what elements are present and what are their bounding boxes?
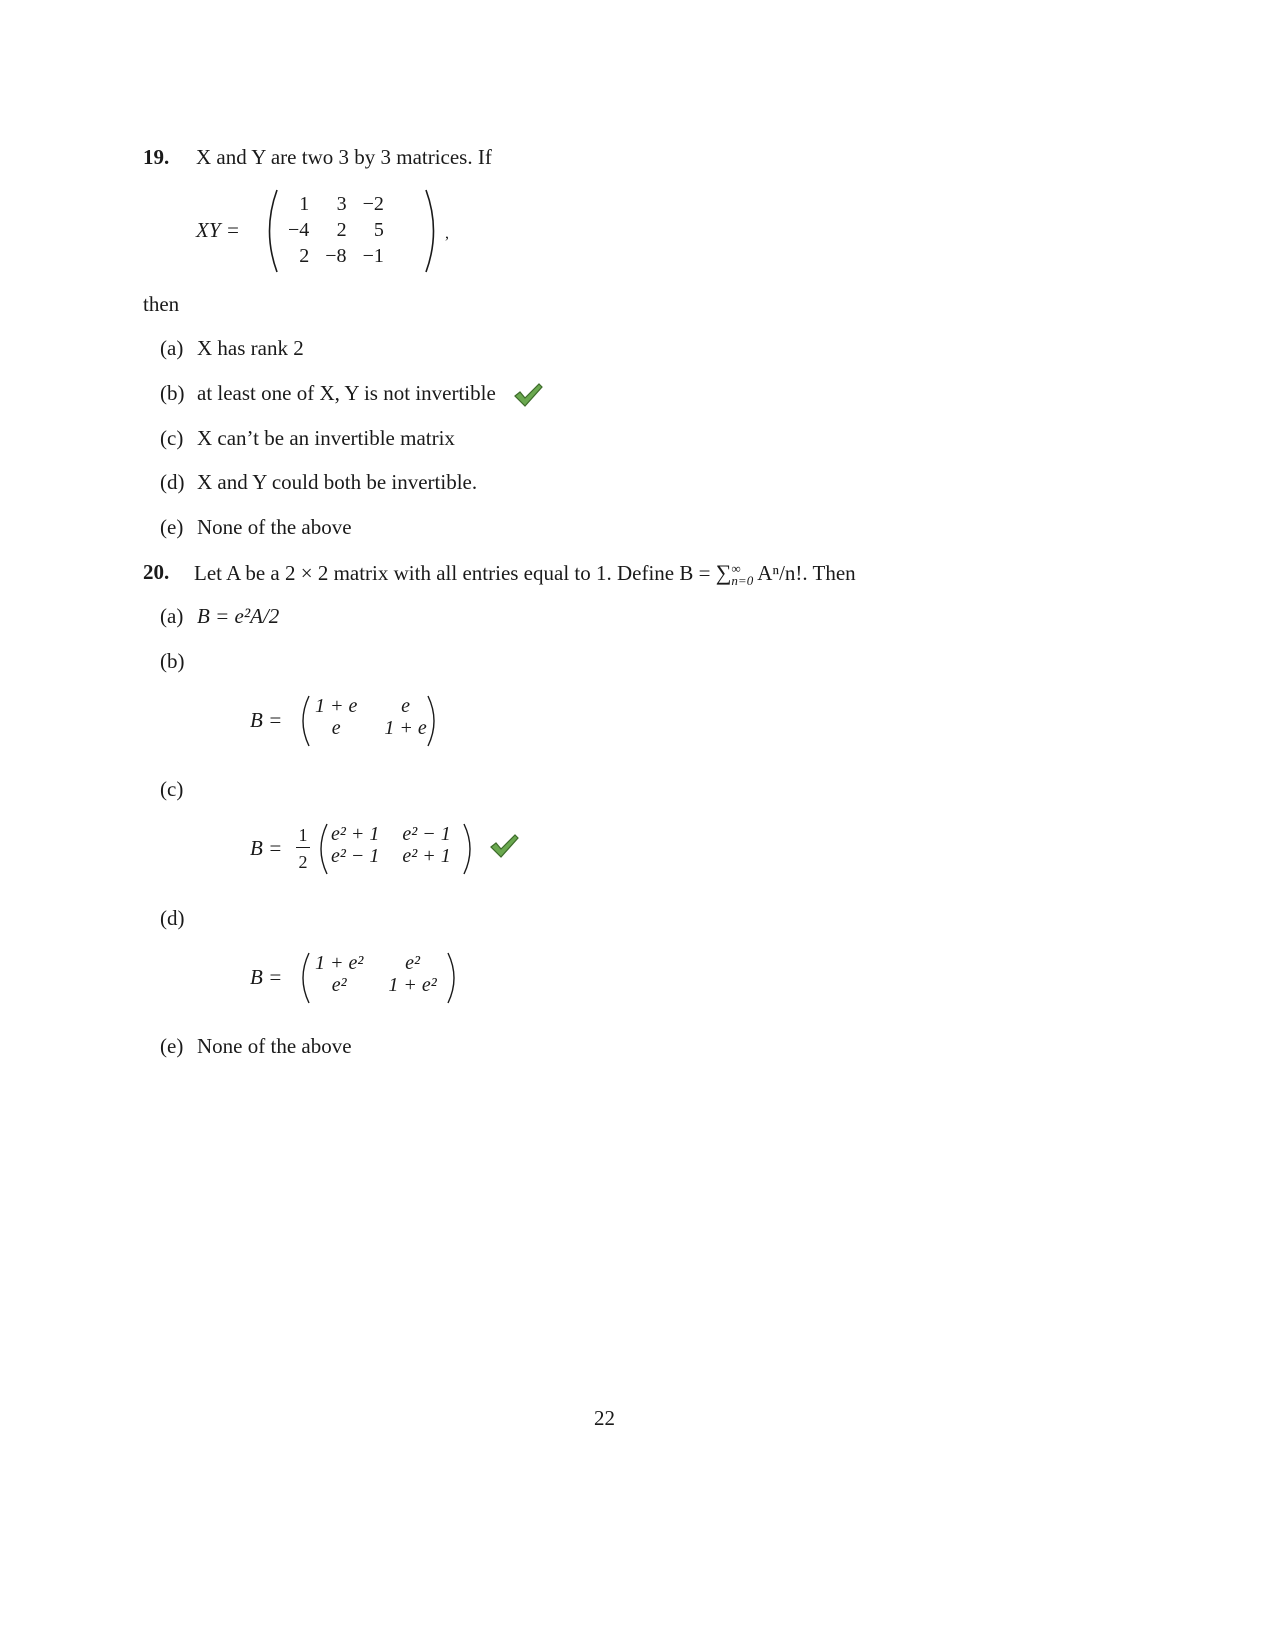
checkmark-icon xyxy=(489,834,519,858)
option-20a-label: (a) xyxy=(160,604,184,628)
matrix-cell: e² + 1 xyxy=(331,823,380,845)
matrix-cell: e² − 1 xyxy=(331,845,380,867)
option-19d-label: (d) xyxy=(160,470,185,494)
matrix-cell: 1 + e² xyxy=(315,952,364,974)
option-19b-text: at least one of X, Y is not invertible xyxy=(197,381,496,405)
option-20b-lhs: B = xyxy=(250,708,283,732)
matrix-cell: −2 xyxy=(362,193,384,215)
matrix-row xyxy=(280,217,392,243)
option-20e-label: (e) xyxy=(160,1034,184,1058)
sum-upper-limit: ∞ xyxy=(731,561,741,577)
option-19e-label: (e) xyxy=(160,515,184,539)
option-20b-matrix xyxy=(306,695,436,739)
fraction-bar xyxy=(296,847,310,848)
option-20c-label: (c) xyxy=(160,777,184,801)
matrix-row xyxy=(306,952,446,974)
option-19c-label: (c) xyxy=(160,426,184,450)
option-19c-text: X can’t be an invertible matrix xyxy=(197,426,455,450)
matrix-cell: 2 xyxy=(336,219,347,241)
matrix-cell: 2 xyxy=(299,245,310,267)
matrix-row xyxy=(306,695,436,717)
left-parenthesis xyxy=(262,188,280,274)
matrix-row xyxy=(306,717,436,739)
option-20b-label: (b) xyxy=(160,649,185,673)
option-19a-label: (a) xyxy=(160,336,184,360)
matrix-trailing-comma: , xyxy=(445,225,449,242)
matrix-cell: −8 xyxy=(325,245,347,267)
option-19b-label: (b) xyxy=(160,381,185,405)
question-19-equation-lhs: XY = xyxy=(196,218,240,242)
matrix-row xyxy=(322,823,460,845)
matrix-cell: −4 xyxy=(288,219,310,241)
right-parenthesis xyxy=(426,694,440,748)
sum-lower-limit: n=0 xyxy=(731,573,754,589)
question-20-stem-post: Aⁿ/n!. Then xyxy=(757,561,856,585)
page-number: 22 xyxy=(594,1406,615,1430)
option-20e-text: None of the above xyxy=(197,1034,352,1058)
question-20-number: 20. xyxy=(143,560,170,584)
matrix-cell: 1 xyxy=(299,193,310,215)
matrix-cell: 1 + e xyxy=(315,695,358,717)
right-parenthesis xyxy=(446,951,460,1005)
matrix-row xyxy=(306,974,446,996)
sum-symbol: ∑ xyxy=(715,560,732,585)
option-20c-matrix xyxy=(322,823,460,867)
matrix-row xyxy=(280,243,392,269)
question-19-matrix xyxy=(280,191,392,269)
checkmark-icon xyxy=(513,383,543,407)
matrix-cell: e² xyxy=(331,974,347,996)
question-19-number: 19. xyxy=(143,145,170,169)
question-20-stem xyxy=(194,562,856,587)
matrix-row xyxy=(322,845,460,867)
option-19d-text: X and Y could both be invertible. xyxy=(197,470,478,494)
option-20d-matrix xyxy=(306,952,446,996)
option-20d-label: (d) xyxy=(160,906,185,930)
matrix-cell: 1 + e² xyxy=(388,974,437,996)
option-19e-text: None of the above xyxy=(197,515,352,539)
matrix-row xyxy=(280,191,392,217)
matrix-cell: e xyxy=(401,695,410,717)
fraction-denominator: 2 xyxy=(298,852,308,872)
question-19-stem: X and Y are two 3 by 3 matrices. If xyxy=(196,145,492,169)
matrix-cell: 3 xyxy=(336,193,347,215)
matrix-cell: e² − 1 xyxy=(402,823,451,845)
option-20d-lhs: B = xyxy=(250,965,283,989)
matrix-cell: 1 + e xyxy=(384,717,427,739)
sum-limits xyxy=(731,563,753,587)
matrix-cell: 5 xyxy=(373,219,384,241)
question-19-connector: then xyxy=(143,292,180,316)
matrix-cell: e xyxy=(331,717,341,739)
question-20-stem-pre: Let A be a 2 × 2 matrix with all entries equal to 1. Define B = xyxy=(194,561,711,585)
right-parenthesis xyxy=(462,822,476,876)
option-20a-text: B = e²A/2 xyxy=(197,604,280,628)
matrix-cell: −1 xyxy=(362,245,384,267)
option-20c-lhs: B = xyxy=(250,836,283,860)
matrix-cell: e² xyxy=(405,952,420,974)
right-parenthesis xyxy=(423,188,441,274)
fraction-numerator: 1 xyxy=(298,825,308,845)
matrix-cell: e² + 1 xyxy=(402,845,451,867)
option-19a-text: X has rank 2 xyxy=(197,336,304,360)
